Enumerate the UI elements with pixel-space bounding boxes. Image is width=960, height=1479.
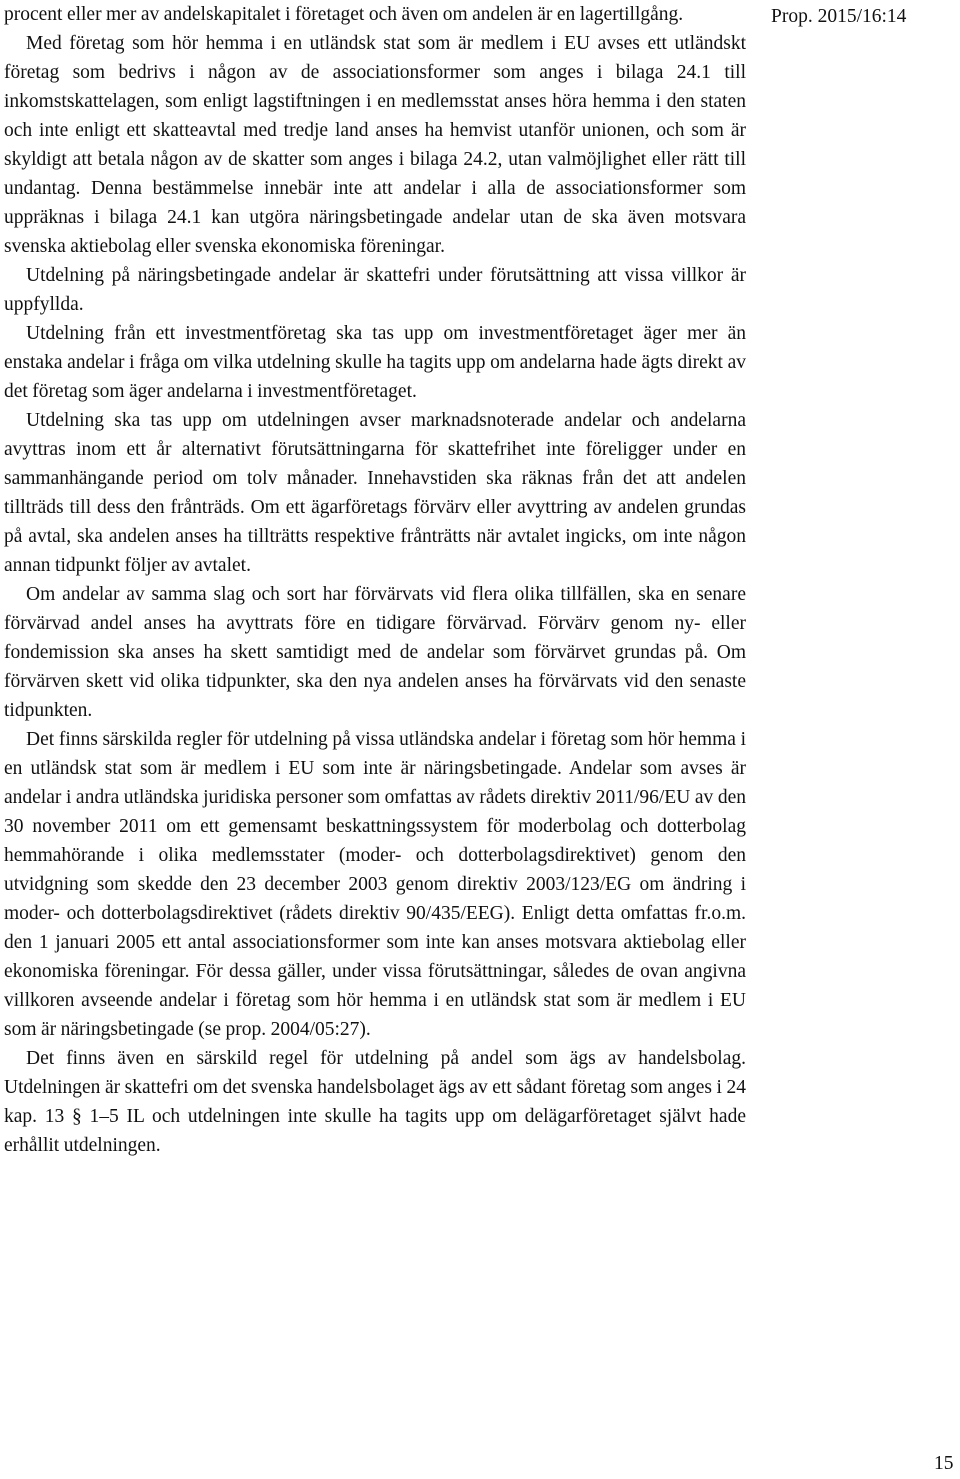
paragraph-eu-company-definition: Med företag som hör hemma i en utländsk stat som är medlem i EU avses ett utländskt företag som bedrivs i någon av de associationsformer som anges i bilaga 24.1 till inkomstskattelagen, som enligt lagstiftningen i en medlemsstat anses höra hemma i den staten och inte enligt ett skatteavtal med tredje land anses ha hemvist utanför unionen, och som är skyldigt att betala någon av de skatter som anges i bilaga 24.2, utan valmöjlighet eller rätt till undantag. Denna bestämmelse innebär inte att andelar i alla de associationsformer som uppräknas i bilaga 24.1 kan utgöra näringsbetingade andelar utan de ska även motsvara svenska aktiebolag eller svenska ekonomiska föreningar. [4,33,746,257]
page-number: 15 [934,1453,954,1474]
paragraph-tax-exempt-dividend: Utdelning på näringsbetingade andelar är skattefri under förutsättning att vissa villkor är uppfyllda. [4,265,746,315]
paragraph-investment-company: Utdelning från ett investmentföretag ska tas upp om investmentföretaget äger mer än enstaka andelar i fråga om vilka utdelning skulle ha tagits upp om andelarna hade ägts direkt av det företag som äger andelarna i investmentföretaget. [4,323,746,402]
body-text [4,0,746,1160]
paragraph-acquisition-order: Om andelar av samma slag och sort har förvärvats vid flera olika tillfällen, ska en senare förvärvad andel anses ha avyttrats före en tidigare förvärvad. Förvärv genom ny- eller fondemission ska anses ha skett samtidigt med de andelar som förvärvet grundas på. Om förvärven skett vid olika tidpunkter, ska den nya andelen anses ha förvärvats vid den senaste tidpunkten. [4,584,746,721]
paragraph-foreign-shares: Det finns särskilda regler för utdelning på vissa utländska andelar i företag som hör hemma i en utländsk stat som är medlem i EU som inte är näringsbetingade. Andelar som avses är andelar i andra utländska juridiska personer som omfattas av rådets direktiv 2011/96/EU av den 30 november 2011 om ett gemensamt beskattningssystem för moderbolag och dotterbolag hemmahörande i olika medlemsstater (moder- och dotterbolagsdirektivet) genom den utvidgning som skedde den 23 december 2003 genom direktiv 2003/123/EG om ändring i moder- och dotterbolagsdirektivet (rådets direktiv 90/435/EEG). Enligt detta omfattas fr.o.m. den 1 januari 2005 ett antal associationsformer som inte kan anses motsvara aktiebolag eller ekonomiska föreningar. För dessa gäller, under vissa förutsättningar, således de ovan angivna villkoren avseende andelar i företag som hör hemma i en utländsk stat som är medlem i EU som är näringsbetingade (se prop. 2004/05:27). [4,729,746,1040]
paragraph-continuation: procent eller mer av andelskapitalet i företaget och även om andelen är en lagertillgång. [4,4,684,25]
paragraph-listed-shares: Utdelning ska tas upp om utdelningen avser marknadsnoterade andelar och andelarna avyttras inom ett år alternativt förutsättningarna för skattefrihet inte föreligger under en sammanhängande period om tolv månader. Innehavstiden ska räknas från det att andelen tillträds till dess den frånträds. Om ett ägarföretags förvärv eller avyttring av andelen grundas på avtal, ska andelen anses ha tillträtts respektive frånträtts när avtalet ingicks, om inte någon annan tidpunkt följer av avtalet. [4,410,746,576]
proposition-reference: Prop. 2015/16:14 [771,6,907,27]
paragraph-partnership-shares: Det finns även en särskild regel för utdelning på andel som ägs av handelsbolag. Utdelningen är skattefri om det svenska handelsbolaget ägs av ett sådant företag som anges i 24 kap. 13 § 1–5 IL och utdelningen inte skulle ha tagits upp om delägarföretaget självt hade erhållit utdelningen. [4,1048,746,1156]
